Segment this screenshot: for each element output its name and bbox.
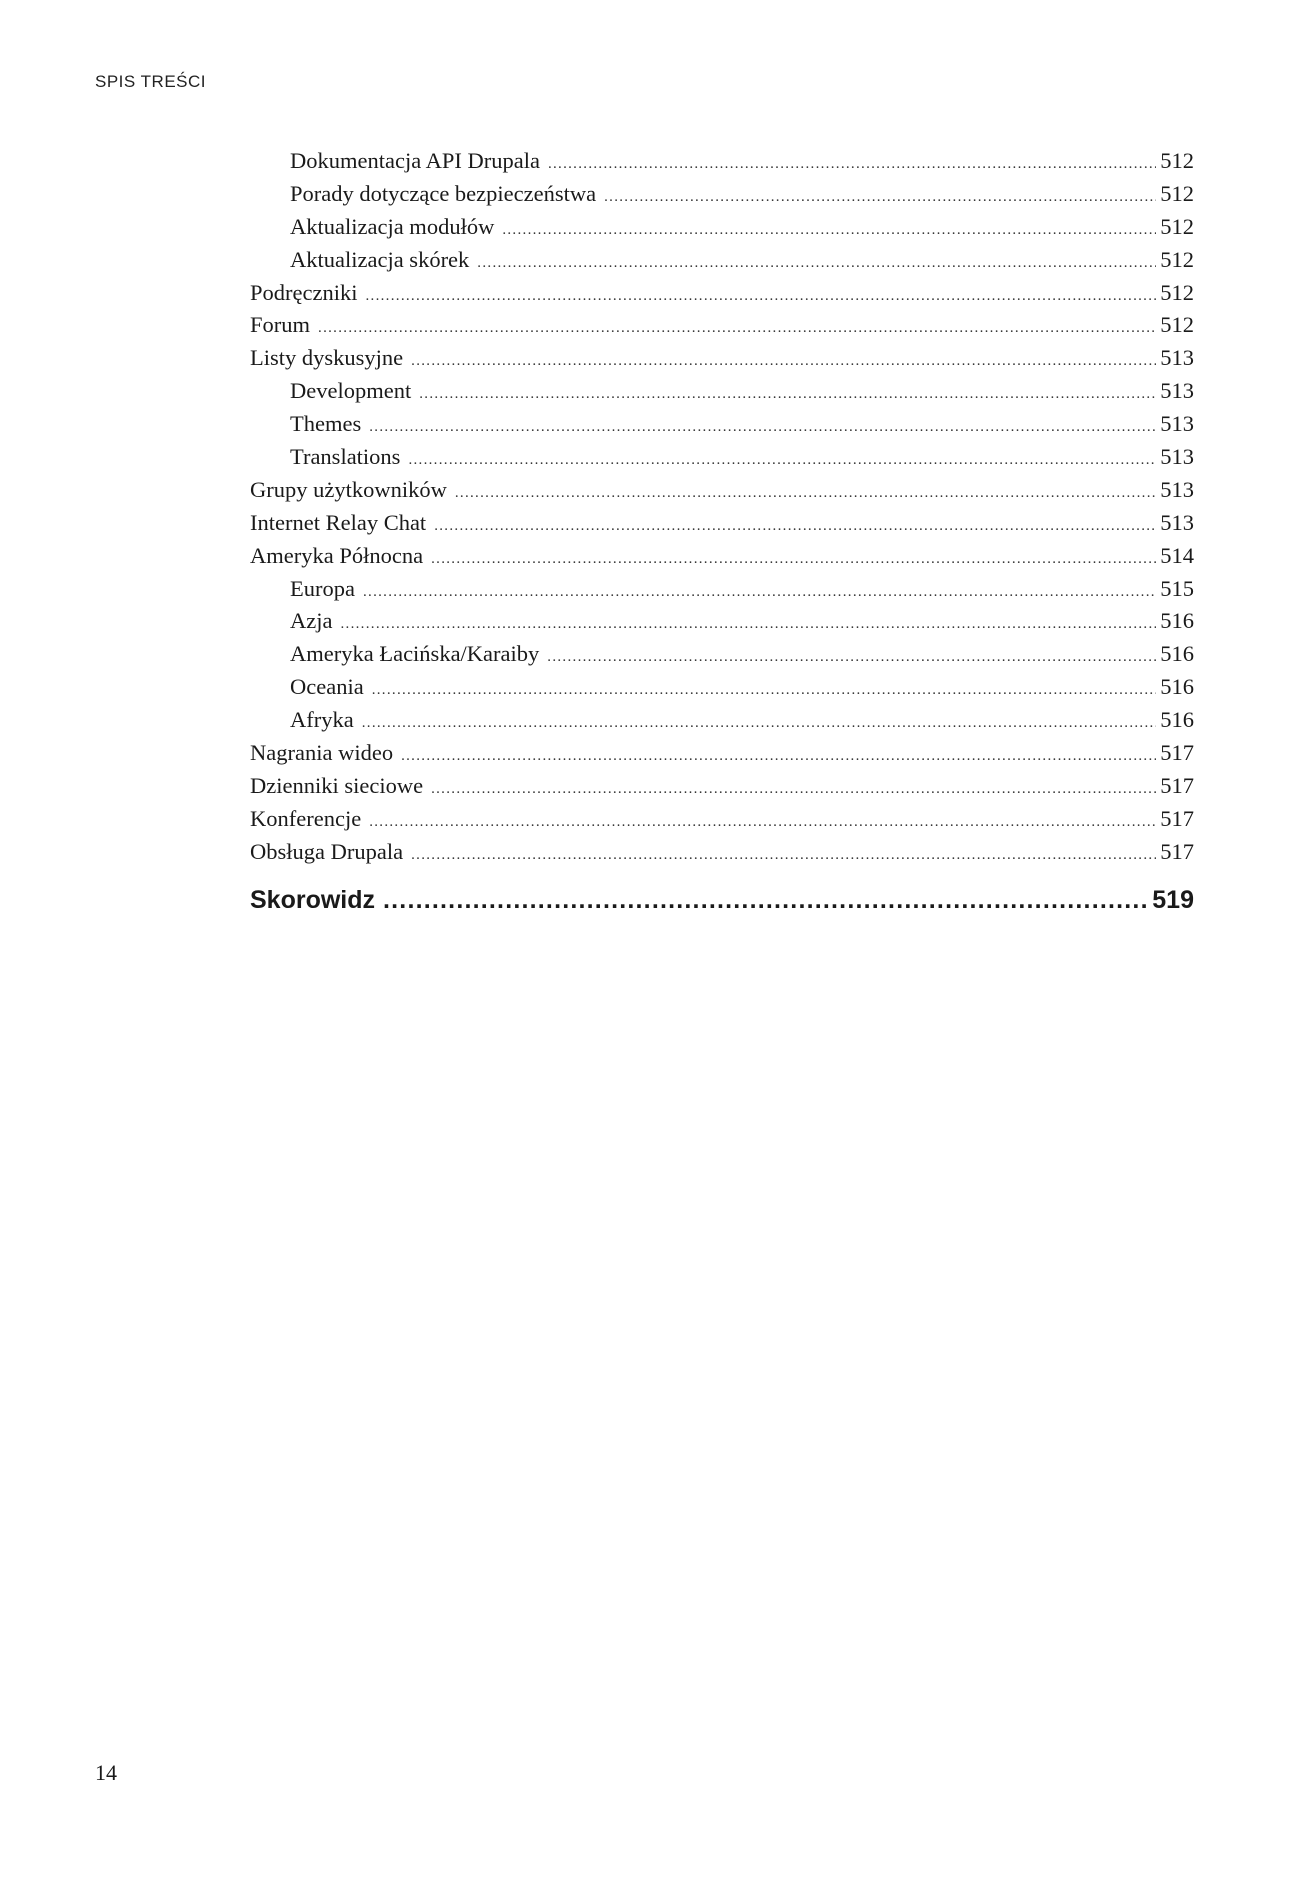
dot-leader bbox=[411, 353, 1156, 370]
toc-entry-label: Translations bbox=[290, 444, 401, 470]
toc-entry-page: 515 bbox=[1160, 575, 1194, 601]
toc-entry-page: 513 bbox=[1160, 411, 1194, 437]
toc-entry[interactable] bbox=[250, 576, 1194, 609]
toc-entry-label: Internet Relay Chat bbox=[250, 509, 427, 535]
table-of-contents bbox=[250, 148, 1194, 926]
toc-entry-label: Konferencje bbox=[250, 805, 362, 831]
toc-entry-label: Afryka bbox=[290, 707, 354, 733]
dot-leader bbox=[408, 452, 1156, 469]
toc-entry-label: Dzienniki sieciowe bbox=[250, 772, 424, 798]
toc-entry[interactable] bbox=[250, 674, 1194, 707]
toc-entry-page: 517 bbox=[1160, 838, 1194, 864]
toc-entry[interactable] bbox=[250, 247, 1194, 280]
toc-entry[interactable] bbox=[250, 477, 1194, 510]
toc-chapter-page: 519 bbox=[1152, 885, 1194, 914]
toc-entry[interactable] bbox=[250, 806, 1194, 839]
toc-entry-label: Ameryka Łacińska/Karaiby bbox=[290, 641, 540, 667]
dot-leader bbox=[318, 320, 1156, 337]
toc-entry-label: Listy dyskusyjne bbox=[250, 345, 404, 371]
dot-leader bbox=[369, 419, 1156, 436]
toc-entry-page: 516 bbox=[1160, 674, 1194, 700]
toc-entry-page: 514 bbox=[1160, 542, 1194, 568]
page-number: 14 bbox=[95, 1760, 117, 1785]
dot-leader bbox=[365, 288, 1156, 305]
toc-entry-label: Grupy użytkowników bbox=[250, 476, 447, 502]
toc-entry-label: Podręczniki bbox=[250, 279, 358, 305]
toc-entry-page: 512 bbox=[1160, 246, 1194, 272]
dot-leader bbox=[383, 886, 1150, 915]
dot-leader bbox=[411, 847, 1156, 864]
dot-leader bbox=[477, 255, 1156, 272]
toc-entry-page: 513 bbox=[1160, 378, 1194, 404]
toc-entry-page: 512 bbox=[1160, 279, 1194, 305]
toc-entry[interactable] bbox=[250, 345, 1194, 378]
dot-leader bbox=[372, 682, 1157, 699]
toc-entry-label: Obsługa Drupala bbox=[250, 838, 404, 864]
toc-entry-label: Azja bbox=[290, 608, 333, 634]
dot-leader bbox=[431, 781, 1156, 798]
toc-entry-label: Nagrania wideo bbox=[250, 740, 394, 766]
toc-entry[interactable] bbox=[250, 740, 1194, 773]
dot-leader bbox=[362, 715, 1157, 732]
toc-entry-label: Aktualizacja modułów bbox=[290, 213, 495, 239]
toc-entry-label: Dokumentacja API Drupala bbox=[290, 148, 540, 173]
toc-entry[interactable] bbox=[250, 280, 1194, 313]
toc-entry-label: Ameryka Północna bbox=[250, 542, 424, 568]
toc-entry-label: Forum bbox=[250, 312, 311, 338]
toc-entry-label: Aktualizacja skórek bbox=[290, 246, 470, 272]
toc-entry[interactable] bbox=[250, 641, 1194, 674]
dot-leader bbox=[547, 649, 1156, 666]
toc-entry[interactable] bbox=[250, 510, 1194, 543]
toc-entry-page: 516 bbox=[1160, 641, 1194, 667]
dot-leader bbox=[369, 814, 1156, 831]
toc-entry-page: 516 bbox=[1160, 608, 1194, 634]
dot-leader bbox=[548, 156, 1156, 173]
toc-entry[interactable] bbox=[250, 148, 1194, 181]
toc-entry-page: 517 bbox=[1160, 772, 1194, 798]
toc-entry-page: 513 bbox=[1160, 509, 1194, 535]
toc-chapter-label: Skorowidz bbox=[250, 885, 376, 914]
toc-entry-label: Porady dotyczące bezpieczeństwa bbox=[290, 180, 597, 206]
toc-entry-label: Europa bbox=[290, 575, 355, 601]
toc-entry[interactable] bbox=[250, 608, 1194, 641]
dot-leader bbox=[431, 551, 1156, 568]
toc-entry-page: 517 bbox=[1160, 740, 1194, 766]
dot-leader bbox=[401, 748, 1156, 765]
dot-leader bbox=[455, 485, 1156, 502]
toc-entry-page: 516 bbox=[1160, 707, 1194, 733]
dot-leader bbox=[434, 518, 1156, 535]
toc-entry[interactable] bbox=[250, 543, 1194, 576]
toc-chapter-entry[interactable] bbox=[250, 886, 1194, 926]
toc-entry-label: Development bbox=[290, 378, 412, 404]
toc-entry-label: Themes bbox=[290, 411, 362, 437]
toc-entry[interactable] bbox=[250, 378, 1194, 411]
dot-leader bbox=[419, 386, 1156, 403]
toc-entry[interactable] bbox=[250, 214, 1194, 247]
toc-entry-page: 513 bbox=[1160, 345, 1194, 371]
toc-entry[interactable] bbox=[250, 444, 1194, 477]
toc-entry[interactable] bbox=[250, 312, 1194, 345]
toc-entry[interactable] bbox=[250, 839, 1194, 872]
toc-entry-page: 512 bbox=[1160, 148, 1194, 173]
dot-leader bbox=[502, 222, 1156, 239]
toc-entry-page: 513 bbox=[1160, 444, 1194, 470]
toc-entry-label: Oceania bbox=[290, 674, 364, 700]
toc-entry-page: 512 bbox=[1160, 180, 1194, 206]
toc-entry[interactable] bbox=[250, 181, 1194, 214]
toc-entry-page: 512 bbox=[1160, 312, 1194, 338]
dot-leader bbox=[363, 584, 1156, 601]
toc-entry[interactable] bbox=[250, 411, 1194, 444]
toc-entry[interactable] bbox=[250, 773, 1194, 806]
toc-entry-page: 517 bbox=[1160, 805, 1194, 831]
dot-leader bbox=[340, 616, 1156, 633]
dot-leader bbox=[604, 189, 1156, 206]
running-head: SPIS TREŚCI bbox=[95, 72, 206, 91]
toc-entry[interactable] bbox=[250, 707, 1194, 740]
toc-entry-page: 513 bbox=[1160, 476, 1194, 502]
toc-entry-page: 512 bbox=[1160, 213, 1194, 239]
